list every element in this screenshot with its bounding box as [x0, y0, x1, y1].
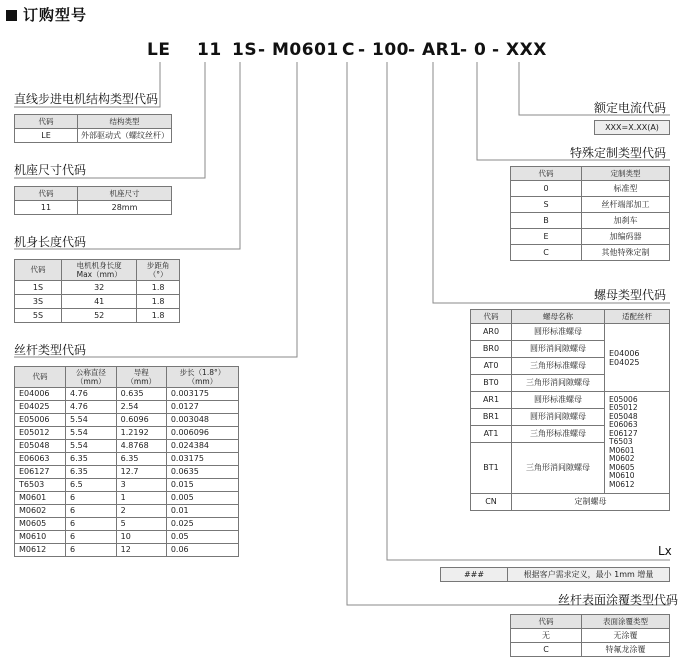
screw-code: T6503: [609, 437, 633, 447]
special-label: 特殊定制类型代码: [570, 146, 667, 160]
table-row: LE 外部驱动式（螺纹丝杆）: [15, 129, 172, 143]
code-sep-3: -: [408, 40, 416, 60]
table-row: M0610 6 10 0.05: [15, 531, 239, 544]
table-row: M0605 6 5 0.025: [15, 518, 239, 531]
frame-size-label: 机座尺寸代码: [14, 163, 87, 177]
current-code-table: XXX=X.XX(A): [594, 120, 670, 135]
table-row: AT1 三角形标准螺母: [471, 426, 670, 443]
table-row: M0612 6 12 0.06: [15, 544, 239, 557]
screw-code: M0602: [609, 454, 635, 464]
current-code-label: 额定电流代码: [594, 101, 667, 115]
table-row: E04006 4.76 0.635 0.003175: [15, 388, 239, 401]
special-table: 代码 定制类型 0 标准型 S 丝杆端部加工 B 加刹车 E 加编码器 C 其他特殊定制: [510, 166, 670, 261]
structure-label: 直线步进电机结构类型代码: [14, 92, 159, 106]
table-row: 5S 52 1.8: [15, 309, 180, 323]
table-row: 11 28mm: [15, 201, 172, 215]
table-row: E04025 4.76 2.54 0.0127: [15, 401, 239, 414]
screw-code: M0612: [609, 479, 635, 489]
body-length-label: 机身长度代码: [14, 235, 87, 249]
table-row: AT0 三角形标准螺母: [471, 358, 670, 375]
table-row: E 加编码器: [511, 229, 670, 245]
table-row: ### 根据客户需求定义，最小 1mm 增量: [441, 568, 670, 582]
screw-code: M0605: [609, 462, 635, 472]
code-sep-2: -: [358, 40, 366, 60]
nut-label: 螺母类型代码: [594, 288, 667, 302]
code-nut: AR1: [422, 40, 462, 60]
table-row: E05048 5.54 4.8768 0.024384: [15, 440, 239, 453]
table-row: E06127 6.35 12.7 0.0635: [15, 466, 239, 479]
code-sep-1: -: [258, 40, 266, 60]
nut-group1-screws: [605, 324, 670, 392]
nut-table: 代码 螺母名称 适配丝杆 AR0 圆形标准螺母 E04006 E04025 BR0 圆形消间隙螺母 AT0 三角形标准螺母 BT0 三角形消间隙螺母 AR1 圆形标准螺母 E05006 E05012 E05048 E06063 E06127 T6503 M0601 M0602 M0605 M0610 M0612 BR1 圆形消间隙螺母 AT1 三角形标准螺母 BT1 三角形消间隙螺母 CN 定制螺母: [470, 309, 670, 511]
table-row: T6503 6.5 3 0.015: [15, 479, 239, 492]
table-row: 无 无涂覆: [511, 629, 670, 643]
screw-code: M0601: [609, 445, 635, 455]
code-screw: M0601: [272, 40, 339, 60]
coating-table: 代码 表面涂覆类型 无 无涂覆 C 特氟龙涂覆: [510, 614, 670, 657]
table-row: BR0 圆形消间隙螺母: [471, 341, 670, 358]
code-sep-4: -: [460, 40, 468, 60]
code-current: XXX: [506, 40, 547, 60]
stroke-table: [440, 567, 670, 582]
table-row: C 其他特殊定制: [511, 245, 670, 261]
screw-code: E05006: [609, 394, 638, 404]
table-row: E05012 5.54 1.2192 0.006096: [15, 427, 239, 440]
table-row: 1S 32 1.8: [15, 281, 180, 295]
table-row: S 丝杆端部加工: [511, 197, 670, 213]
table-row: M0601 6 1 0.005: [15, 492, 239, 505]
stroke-label: Lx: [658, 544, 672, 558]
screw-type-table: 代码 公称直径 （mm） 导程 （mm） 步长（1.8°） （mm） E04006 4.76 0.635 0.003175 E04025 4.76 2.54 0.0127 E05006 5.54 0.6096 0.003048 E05012 5.54 1.2192 0.006096 E05048 5.54 4.8768 0.024384 E06063 6.35 6.35 0.03175 E06127 6.35 12.7 0.0635 T6503 6.5 3 0.015 M0601 6 1 0.005 M0602 6 2 0.01 M0605 6 5 0.025 M0610 6 10 0.05 M0612 6 12 0.06: [14, 366, 239, 557]
code-length: 1S: [232, 40, 258, 60]
body-length-table: 代码 电机机身长度 Max（mm） 步距角 （°） 1S 32 1.8 3S 41 1.8 5S 52 1.8: [14, 259, 180, 323]
screw-code: E04025: [609, 357, 640, 367]
screw-code: E04006: [609, 348, 640, 358]
screw-code: E05048: [609, 411, 638, 421]
table-row: B 加刹车: [511, 213, 670, 229]
page-title-text: 订购型号: [23, 6, 88, 24]
code-stroke: 100: [372, 40, 409, 60]
table-row: 3S 41 1.8: [15, 295, 180, 309]
table-row: C 特氟龙涂覆: [511, 643, 670, 657]
table-row: E05006 5.54 0.6096 0.003048: [15, 414, 239, 427]
code-frame: 11: [197, 40, 222, 60]
code-series: LE: [147, 40, 171, 60]
screw-code: E05012: [609, 403, 638, 413]
screw-code: M0610: [609, 471, 635, 481]
code-sep-5: -: [492, 40, 500, 60]
table-row: AR1 圆形标准螺母 E05006 E05012 E05048 E06063 E06127 T6503 M0601 M0602 M0605 M0610 M0612: [471, 392, 670, 409]
screw-code: E06127: [609, 428, 638, 438]
table-row: BR1 圆形消间隙螺母: [471, 409, 670, 426]
table-row: BT1 三角形消间隙螺母: [471, 443, 670, 494]
screw-code: E06063: [609, 420, 638, 430]
coating-label: 丝杆表面涂覆类型代码: [558, 593, 679, 607]
table-row: M0602 6 2 0.01: [15, 505, 239, 518]
frame-size-table: 代码 机座尺寸 11 28mm: [14, 186, 172, 215]
table-row: BT0 三角形消间隙螺母: [471, 375, 670, 392]
code-special: 0: [474, 40, 487, 60]
nut-group2-screws: [605, 392, 670, 494]
screw-type-label: 丝杆类型代码: [14, 343, 87, 357]
code-coating: C: [342, 40, 355, 60]
table-row: E06063 6.35 6.35 0.03175: [15, 453, 239, 466]
table-row: AR0 圆形标准螺母 E04006 E04025: [471, 324, 670, 341]
table-row: 0 标准型: [511, 181, 670, 197]
table-row: CN 定制螺母: [471, 494, 670, 511]
structure-table: 代码 结构类型 LE 外部驱动式（螺纹丝杆）: [14, 114, 172, 143]
